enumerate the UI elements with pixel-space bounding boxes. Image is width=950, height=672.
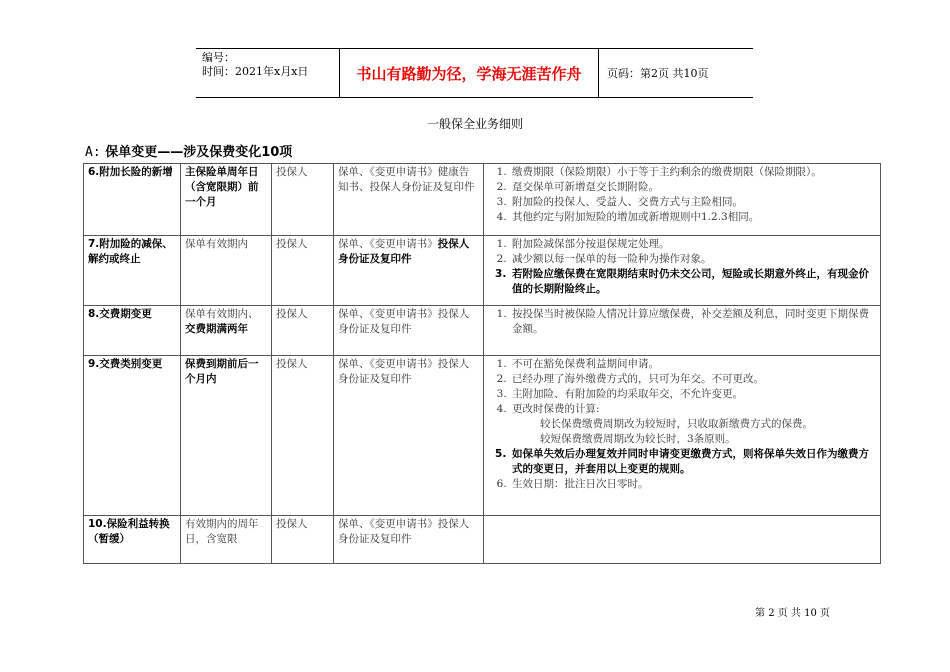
section-title: 保单变更——涉及保费变化10项 — [105, 145, 293, 160]
applicant-cell: 投保人 — [272, 306, 334, 356]
table-row — [84, 164, 881, 236]
table-row — [84, 236, 881, 306]
notes-cell — [484, 236, 881, 306]
list-item: 1. 不可在豁免保费利益期间申请。 — [510, 357, 876, 372]
table-row — [84, 356, 881, 516]
list-item: 6. 生效日期：批注日次日零时。 — [510, 477, 876, 492]
time-text-bold: 交费期满两年 — [185, 323, 248, 335]
documents-cell: 保单、《变更申请书》投保人身份证及复印件 — [334, 356, 484, 516]
notes-list — [488, 357, 876, 492]
table-row — [84, 306, 881, 356]
item-cell: 6.附加长险的新增 — [84, 164, 181, 236]
list-item: 2. 已经办理了海外缴费方式的，只可为年交。不可更改。 — [510, 372, 876, 387]
list-item: 2. 减少额以每一保单的每一险种为操作对象。 — [510, 252, 876, 267]
sub-item: 较长保费缴费周期改为较短时，只收取新缴费方式的保费。 — [540, 418, 813, 430]
page-header — [196, 48, 753, 98]
list-item-text: 更改时保费的计算: — [512, 403, 600, 415]
notes-list — [488, 307, 876, 337]
list-item: 3. 主附加险、有附加险的均采取年交，不允许变更。 — [510, 387, 876, 402]
document-time-label: 时间：2021年x月x日 — [202, 65, 309, 78]
documents-text-bold: 投保人身份证及复印件 — [338, 238, 470, 265]
header-meta — [196, 49, 339, 97]
list-item: 3. 附加险的投保人、受益人、交费方式与主险相同。 — [510, 195, 876, 210]
page-footer: 第 2 页 共 10 页 — [755, 608, 830, 619]
item-cell: 8.交费期变更 — [84, 306, 181, 356]
rules-table — [83, 163, 881, 564]
list-item: 1. 按投保当时被保险人情况计算应缴保费，补交差额及利息，同时变更下期保费金额。 — [510, 307, 876, 337]
list-item: 1. 缴费期限（保险期限）小于等于主约剩余的缴费期限（保险期限）。 — [510, 165, 876, 180]
notes-cell — [484, 356, 881, 516]
time-cell: 保单有效期内 — [181, 236, 272, 306]
sub-item: 较短保费缴费周期改为较长时，3条原则。 — [540, 433, 736, 445]
list-item: 2. 趸交保单可新增趸交长期附险。 — [510, 180, 876, 195]
item-cell: 10.保险利益转换（暂缓） — [84, 516, 181, 564]
list-item: 1. 附加险减保部分按退保规定处理。 — [510, 237, 876, 252]
notes-cell — [484, 516, 881, 564]
notes-cell — [484, 306, 881, 356]
section-prefix: A: — [85, 145, 101, 160]
item-cell: 7.附加险的减保、解约或终止 — [84, 236, 181, 306]
item-cell: 9.交费类别变更 — [84, 356, 181, 516]
applicant-cell: 投保人 — [272, 164, 334, 236]
notes-list — [488, 165, 876, 225]
documents-cell — [334, 236, 484, 306]
list-item — [510, 402, 876, 447]
section-heading — [85, 141, 292, 160]
time-text: 保单有效期内、 — [185, 308, 259, 320]
header-page-number: 页码：第2页 共10页 — [607, 67, 709, 80]
applicant-cell: 投保人 — [272, 236, 334, 306]
time-cell: 主保险单周年日（含宽限期）前一个月 — [181, 164, 272, 236]
notes-list — [488, 237, 876, 297]
notes-cell — [484, 164, 881, 236]
documents-cell: 保单、《变更申请书》投保人身份证及复印件 — [334, 516, 484, 564]
documents-text: 保单、《变更申请书》 — [338, 238, 438, 250]
list-item: 3. 若附险应缴保费在宽限期结束时仍未交公司，短险或长期意外终止，有现金价值的长期附险终止。 — [510, 267, 876, 297]
documents-cell: 保单、《变更申请书》健康告知书、投保人身份证及复印件 — [334, 164, 484, 236]
applicant-cell: 投保人 — [272, 356, 334, 516]
table-row — [84, 516, 881, 564]
time-cell — [181, 306, 272, 356]
header-motto: 书山有路勤为径，学海无涯苦作舟 — [339, 49, 599, 97]
time-cell: 有效期内的周年日，含宽限 — [181, 516, 272, 564]
document-number-label: 编号： — [202, 51, 235, 64]
list-item: 5. 如保单失效后办理复效并同时申请变更缴费方式，则将保单失效日作为缴费方式的变更日，并套用以上变更的规则。 — [510, 447, 876, 477]
time-cell: 保费到期前后一个月内 — [181, 356, 272, 516]
documents-cell: 保单、《变更申请书》投保人身份证及复印件 — [334, 306, 484, 356]
applicant-cell: 投保人 — [272, 516, 334, 564]
document-title: 一般保全业务细则 — [426, 117, 523, 131]
list-item: 4. 其他约定与附加短险的增加或新增规则中1.2.3相同。 — [510, 210, 876, 225]
